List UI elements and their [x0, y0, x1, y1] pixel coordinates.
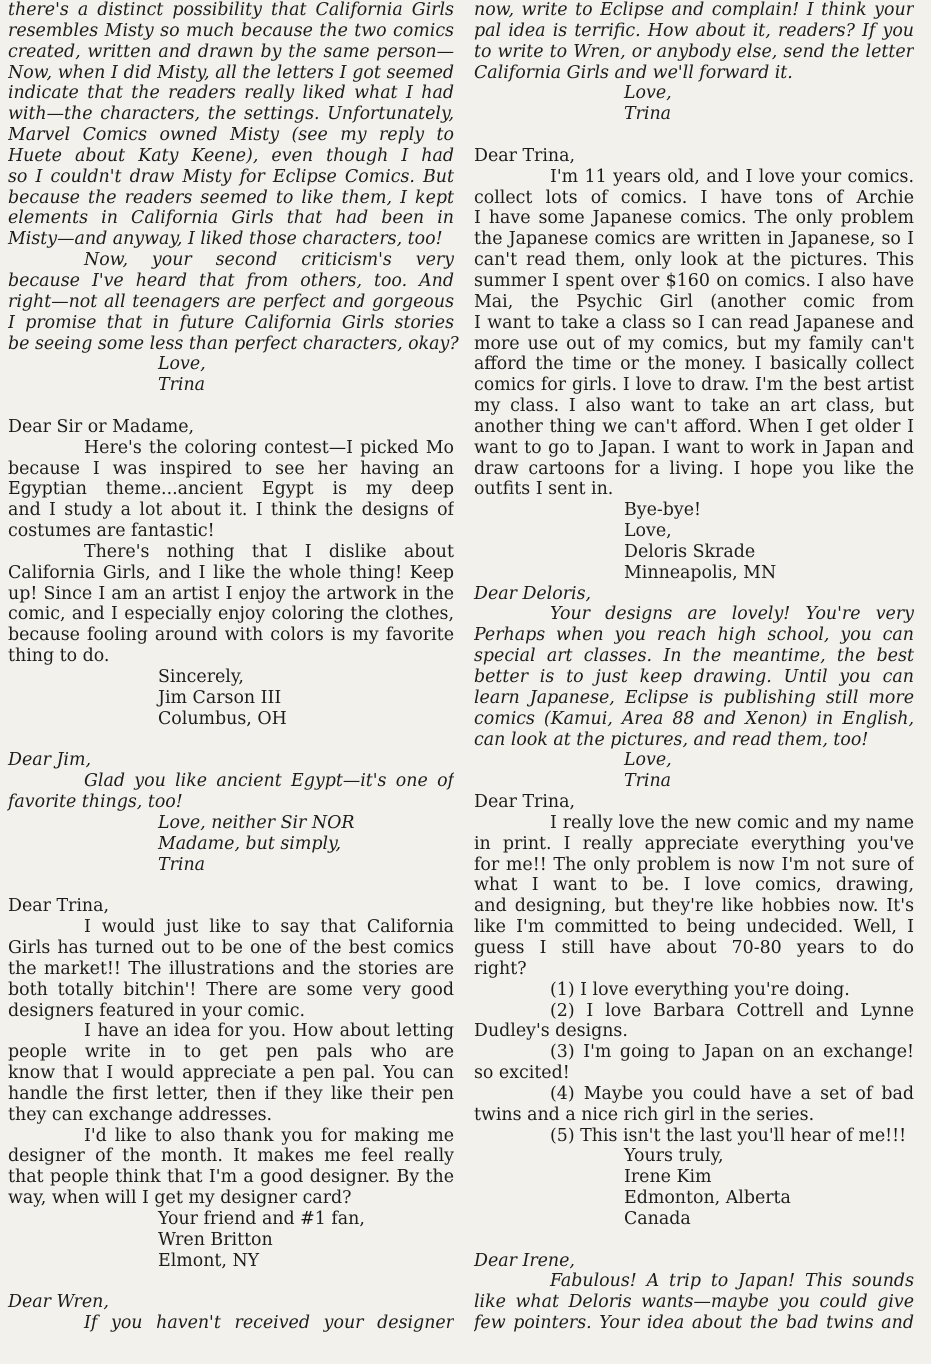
text-line: Love, [624, 750, 672, 771]
text-line: Elmont, NY [158, 1250, 260, 1271]
text-line: Dear Sir or Madame, [8, 416, 195, 437]
text-line: Huete about Katy Keene), even though I had [8, 145, 454, 166]
text-line: Deloris Skrade [624, 541, 756, 562]
text-line: they can exchange addresses. [8, 1104, 273, 1125]
text-line: outfits I sent in. [474, 479, 614, 500]
text-line: Dudley's designs. [474, 1021, 628, 1042]
text-line: I have an idea for you. How about letting [84, 1021, 454, 1042]
text-line: for me!! The only problem is now I'm not sure of [474, 854, 914, 875]
text-line: Mai, the Psychic Girl (another comic from [474, 291, 914, 312]
text-line: what I want to be. I love comics, drawing, [474, 875, 914, 896]
text-line: people write in to get pen pals who are [8, 1042, 454, 1063]
text-line: because fooling around with colors is my favorite [8, 625, 454, 646]
text-line: Trina [624, 104, 672, 125]
text-line: because I was inspired to see her having an [8, 458, 454, 479]
line-gap [8, 1271, 454, 1292]
text-line: Dear Jim, [8, 750, 91, 771]
text-line: Trina [158, 854, 206, 875]
text-line: better is to just keep drawing. Until you can [474, 667, 914, 687]
text-line: I really love the new comic and my name [550, 812, 914, 833]
text-line: I have some Japanese comics. The only problem [474, 208, 914, 229]
text-line: afford the time or the money. I basically collect [474, 354, 914, 375]
text-line: that people think that I'm a good designer. By the [8, 1167, 454, 1188]
text-line: Sincerely, [158, 667, 244, 687]
text-line: elements in California Girls that had been in [8, 208, 454, 229]
text-line: Dear Trina, [474, 145, 576, 166]
text-line: favorite things, too! [8, 792, 183, 813]
text-line: to write to Wren, or anybody else, send the letter [474, 41, 914, 62]
text-line: right—not all teenagers are perfect and gorgeous [8, 291, 454, 312]
text-line: Trina [158, 375, 206, 396]
text-line: comics for girls. I love to draw. I'm the best artist [474, 375, 914, 396]
text-line: Here's the coloring contest—I picked Mo [84, 437, 454, 458]
text-line: I want to take a class so I can read Japanese and [474, 312, 914, 333]
text-line: costumes are fantastic! [8, 521, 215, 542]
text-line: want to go to Japan. I want to work in Japan and [474, 437, 914, 458]
text-line: There's nothing that I dislike about [84, 541, 454, 562]
text-line: there's a distinct possibility that California Girls [8, 0, 454, 20]
text-line: Your friend and #1 fan, [158, 1208, 365, 1229]
text-line: because the readers seemed to like them, I kept [8, 187, 454, 208]
text-line: I'm 11 years old, and I love your comics. [550, 166, 914, 187]
text-line: in print. I really appreciate everything you've [474, 833, 914, 854]
text-line: Fabulous! A trip to Japan! This sounds [550, 1271, 914, 1292]
text-line: Dear Deloris, [474, 583, 592, 604]
text-line: Edmonton, Alberta [624, 1188, 791, 1209]
text-line: I promise that in future California Girls stories [8, 312, 454, 333]
text-line: Irene Kim [624, 1167, 712, 1188]
text-line: Love, [624, 83, 672, 104]
text-line: Girls has turned out to be one of the best comics [8, 937, 454, 958]
text-line: Bye-bye! [624, 500, 702, 521]
text-line: handle the first letter, then if they like their pen [8, 1083, 454, 1104]
text-line: now, write to Eclipse and complain! I think your [474, 0, 914, 20]
text-line: California Girls and we'll forward it. [474, 62, 793, 83]
text-line: like what Deloris wants—maybe you could give [474, 1292, 914, 1313]
text-line: both totally bitchin'! There are some very good [8, 979, 454, 1000]
line-gap [474, 125, 914, 146]
text-line: Trina [624, 771, 672, 792]
text-line: pal idea is terrific. How about it, readers? If you [474, 20, 914, 41]
text-line: guess I still have about 70-80 years to do [474, 937, 914, 958]
text-line: the market!! The illustrations and the stories are [8, 958, 454, 979]
text-line: Dear Wren, [8, 1292, 109, 1313]
text-line: Madame, but simply, [158, 833, 342, 854]
text-line: summer I spent over $160 on comics. I also have [474, 270, 914, 291]
line-gap [8, 730, 454, 751]
text-line: so I couldn't draw Misty for Eclipse Comics. But [8, 166, 454, 187]
text-line: like I'm committed to being undecided. Well, I [474, 917, 914, 938]
text-line: so excited! [474, 1063, 570, 1084]
text-line: special art classes. In the meantime, the best [474, 646, 914, 667]
text-line: Love, neither Sir NOR [158, 812, 355, 833]
text-line: Minneapolis, MN [624, 562, 777, 583]
left-column [8, 0, 459, 1334]
text-line: learn Japanese, Eclipse is publishing still more [474, 687, 914, 708]
text-line: Dear Irene, [474, 1250, 575, 1271]
text-line: (1) I love everything you're doing. [550, 979, 850, 1000]
text-line: Wren Britton [158, 1229, 273, 1250]
text-line: Your designs are lovely! You're very [550, 604, 914, 625]
text-line: I would just like to say that California [84, 917, 454, 938]
text-line: Marvel Comics owned Misty (see my reply to [8, 125, 454, 146]
line-gap [474, 1230, 914, 1251]
text-line: Misty—and anyway, I liked those characters, too! [8, 229, 443, 250]
text-line: Dear Trina, [8, 896, 110, 917]
text-line: Now, your second criticism's very [84, 250, 454, 271]
text-line: thing to do. [8, 646, 110, 667]
text-line: up! Since I am an artist I enjoy the artwork in the [8, 583, 454, 604]
text-line: designers featured in your comic. [8, 1000, 306, 1021]
right-column [474, 0, 914, 1334]
text-line: Perhaps when you reach high school, you can [474, 625, 914, 646]
text-line: (3) I'm going to Japan on an exchange! [550, 1042, 914, 1063]
text-line: designer of the month. It makes me feel really [8, 1146, 454, 1167]
text-line: few pointers. Your idea about the bad twins and [474, 1313, 914, 1334]
text-line: (2) I love Barbara Cottrell and Lynne [550, 1000, 914, 1021]
text-line: indicate that the readers really liked what I had [8, 83, 454, 104]
text-line: resembles Misty so much because the two comics [8, 20, 454, 41]
text-line: the Japanese comics are written in Japanese, so I [474, 229, 914, 250]
text-line: draw cartoons for a living. I hope you like the [474, 458, 914, 479]
text-line: Columbus, OH [158, 708, 287, 729]
text-line: and I study a lot about it. I think the designs of [8, 500, 454, 521]
text-line: I'd like to also thank you for making me [84, 1125, 454, 1146]
text-line: (4) Maybe you could have a set of bad [550, 1083, 914, 1104]
text-line: Dear Trina, [474, 792, 576, 813]
text-line: Yours truly, [624, 1146, 724, 1167]
text-line: If you haven't received your designer [84, 1313, 454, 1334]
text-line: collect lots of comics. I have tons of Archie [474, 187, 914, 208]
text-line: my class. I also want to take an art class, but [474, 396, 914, 417]
text-line: Egyptian theme...ancient Egypt is my deep [8, 479, 454, 500]
text-line: (5) This isn't the last you'll hear of me!!! [550, 1125, 907, 1146]
line-gap [8, 396, 454, 417]
text-line: more use out of my comics, but my family can't [474, 333, 914, 354]
text-line: another thing we can't afford. When I get older I [474, 416, 914, 437]
text-line: can't read them, only look at the pictures. This [474, 250, 914, 271]
text-line: Love, [624, 521, 672, 542]
text-line: Now, when I did Misty, all the letters I got seemed [8, 62, 454, 83]
text-line: comic, and I especially enjoy coloring the clothes, [8, 604, 454, 625]
text-line: Glad you like ancient Egypt—it's one of [84, 771, 454, 792]
line-gap [8, 875, 454, 896]
text-line: know that I would appreciate a pen pal. You can [8, 1063, 454, 1084]
text-line: comics (Kamui, Area 88 and Xenon) in English, [474, 708, 914, 729]
text-line: Jim Carson III [158, 687, 282, 708]
text-line: Canada [624, 1208, 691, 1229]
text-line: way, when will I get my designer card? [8, 1188, 352, 1209]
text-line: right? [474, 958, 527, 979]
text-line: Love, [158, 354, 206, 375]
text-line: can look at the pictures, and read them, too! [474, 729, 869, 750]
text-line: with—the characters, the settings. Unfortunately, [8, 104, 454, 125]
text-line: and designing, but they're like hobbies now. It's [474, 896, 914, 917]
text-line: because I've heard that from others, too. And [8, 270, 454, 291]
text-line: twins and a nice rich girl in the series. [474, 1104, 815, 1125]
text-line: be seeing some less than perfect characters, okay? [8, 333, 459, 354]
text-line: California Girls, and I like the whole thing! Keep [8, 562, 454, 583]
text-line: created, written and drawn by the same person— [8, 41, 454, 62]
